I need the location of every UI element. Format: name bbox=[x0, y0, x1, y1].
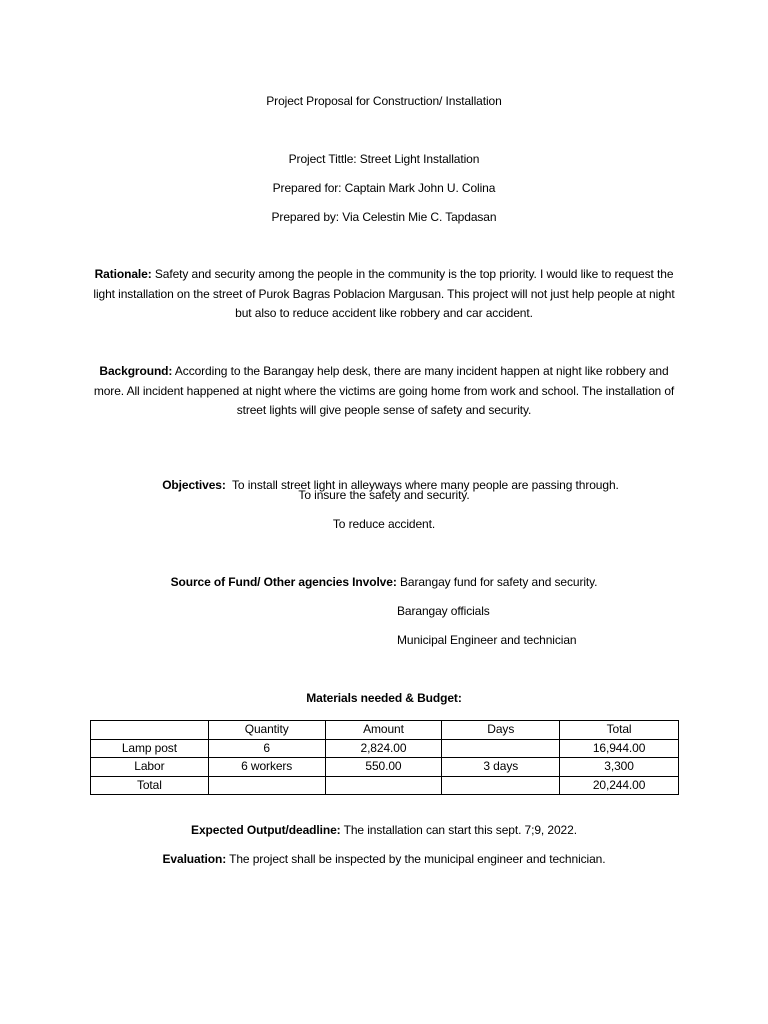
table-header-cell: Quantity bbox=[208, 721, 325, 740]
project-title: Project Tittle: Street Light Installation bbox=[288, 152, 480, 166]
budget-heading: Materials needed & Budget: bbox=[306, 691, 462, 705]
evaluation-label: Evaluation: bbox=[162, 852, 227, 866]
table-cell: 16,944.00 bbox=[560, 739, 679, 758]
source-of-fund-line bbox=[60, 573, 708, 592]
expected-output-text: The installation can start this sept. 7;9, 2022. bbox=[340, 823, 577, 837]
expected-output-line bbox=[60, 821, 708, 840]
rationale-section bbox=[86, 265, 682, 324]
source-of-fund-item: Barangay officials bbox=[397, 604, 490, 618]
rationale-text: Safety and security among the people in the community is the top priority. I would like to request the light installation on the street of Purok Bagras Poblacion Margusan. This project will not just help people at night but also to reduce accident like robbery and car accident. bbox=[93, 267, 675, 320]
table-cell bbox=[325, 776, 442, 795]
rationale-label: Rationale: bbox=[94, 267, 152, 281]
source-of-fund-label: Source of Fund/ Other agencies Involve: bbox=[170, 575, 397, 589]
table-cell: 6 workers bbox=[208, 758, 325, 777]
table-cell: 6 bbox=[208, 739, 325, 758]
prepared-by: Prepared by: Via Celestin Mie C. Tapdasan bbox=[271, 210, 497, 224]
table-cell: 550.00 bbox=[325, 758, 442, 777]
document-title: Project Proposal for Construction/ Installation bbox=[266, 94, 502, 108]
budget-table bbox=[90, 720, 679, 795]
table-cell: 20,244.00 bbox=[560, 776, 679, 795]
table-cell: 2,824.00 bbox=[325, 739, 442, 758]
source-of-fund-item: Barangay fund for safety and security. bbox=[396, 575, 598, 589]
table-row bbox=[91, 758, 679, 777]
table-header-cell bbox=[91, 721, 209, 740]
table-cell: Lamp post bbox=[91, 739, 209, 758]
table-row bbox=[91, 739, 679, 758]
expected-output-label: Expected Output/deadline: bbox=[191, 823, 341, 837]
table-row-total bbox=[91, 776, 679, 795]
evaluation-line bbox=[60, 850, 708, 869]
table-cell bbox=[208, 776, 325, 795]
table-cell: Labor bbox=[91, 758, 209, 777]
objective-item: To install street light in alleyways where many people are passing through. bbox=[225, 478, 619, 492]
table-header-row bbox=[91, 721, 679, 740]
table-cell bbox=[442, 776, 560, 795]
table-header-cell: Days bbox=[442, 721, 560, 740]
prepared-for: Prepared for: Captain Mark John U. Colina bbox=[272, 181, 496, 195]
background-label: Background: bbox=[99, 364, 173, 378]
objectives-label: Objectives: bbox=[162, 478, 226, 492]
objective-item: To insure the safety and security. bbox=[298, 488, 470, 502]
background-section bbox=[86, 362, 682, 421]
objective-item: To reduce accident. bbox=[332, 517, 436, 531]
table-header-cell: Total bbox=[560, 721, 679, 740]
table-cell: 3 days bbox=[442, 758, 560, 777]
source-of-fund-item: Municipal Engineer and technician bbox=[397, 633, 577, 647]
table-cell: Total bbox=[91, 776, 209, 795]
evaluation-text: The project shall be inspected by the municipal engineer and technician. bbox=[226, 852, 606, 866]
table-header-cell: Amount bbox=[325, 721, 442, 740]
table-cell bbox=[442, 739, 560, 758]
table-cell: 3,300 bbox=[560, 758, 679, 777]
background-text: According to the Barangay help desk, there are many incident happen at night like robbery and more. All incident happened at night where the victims are going home from work and school. The installation of street lights will give people sense of safety and security. bbox=[93, 364, 675, 417]
